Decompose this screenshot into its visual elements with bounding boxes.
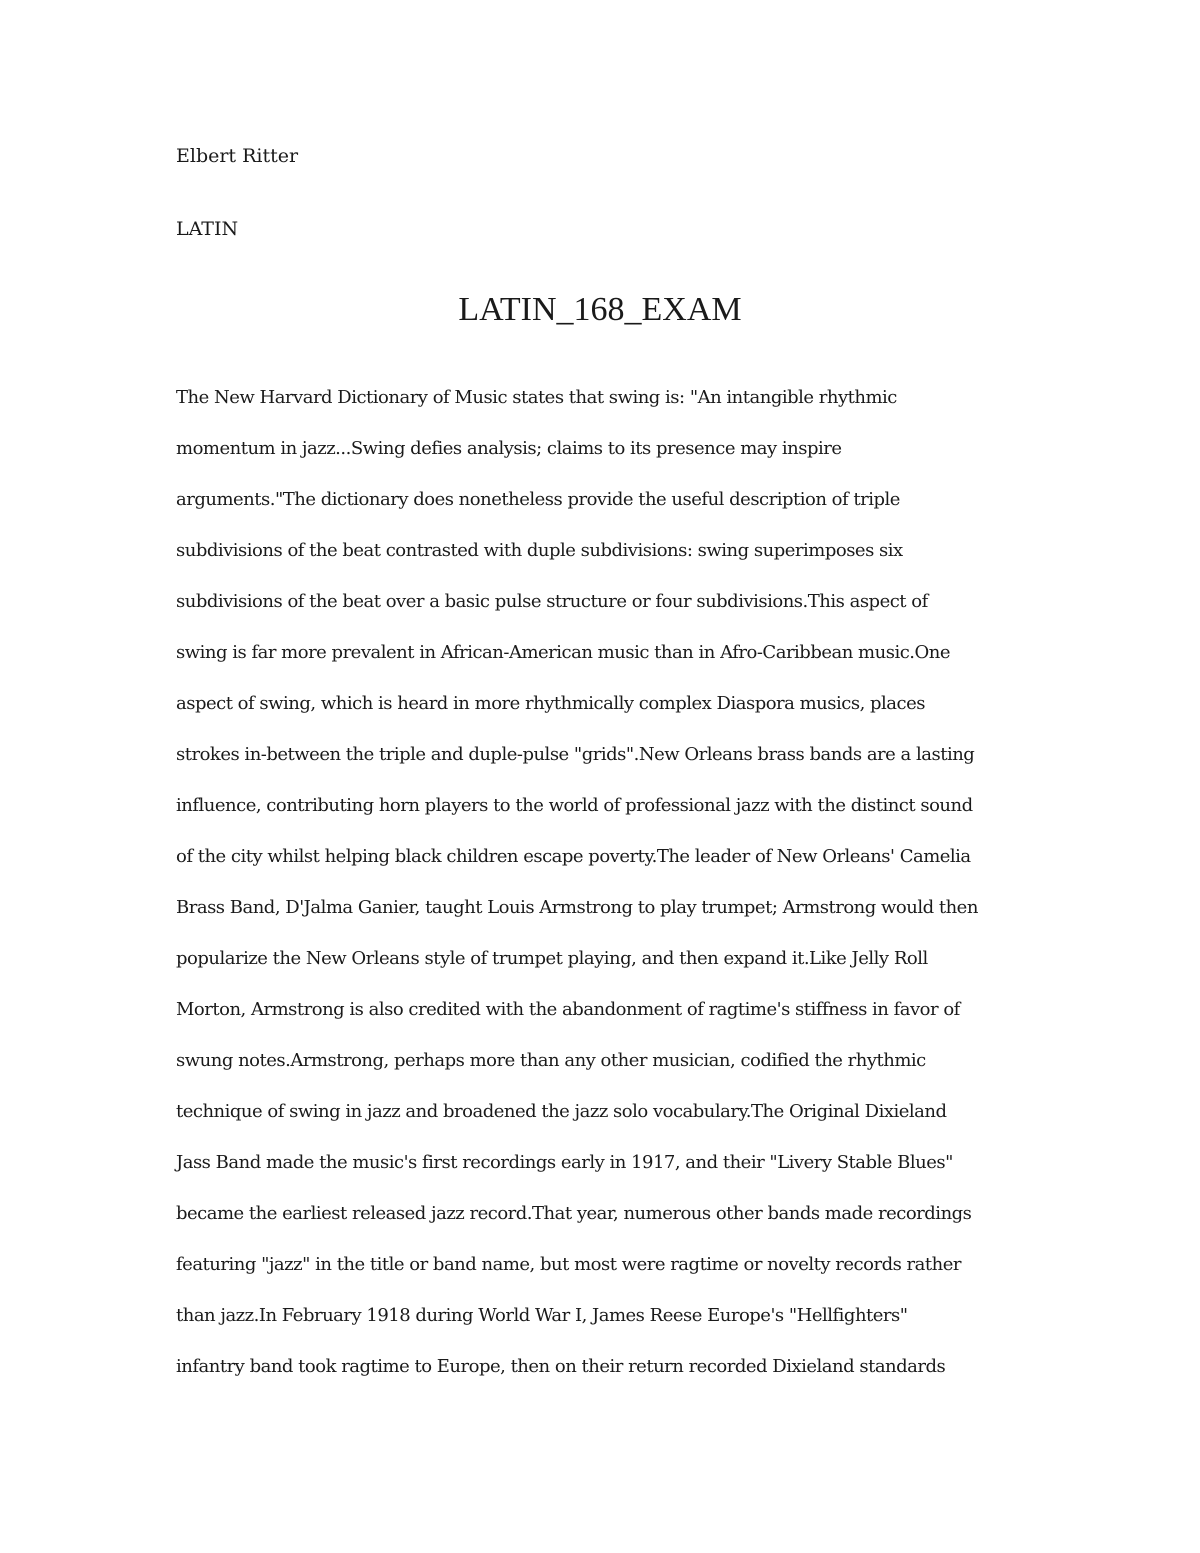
body-line: swung notes.Armstrong, perhaps more than any other musician, codified the rhythmic (176, 1050, 926, 1071)
body-line: The New Harvard Dictionary of Music states that swing is: "An intangible rhythmic (176, 387, 897, 408)
body-line: than jazz.In February 1918 during World War I, James Reese Europe's "Hellfighters" (176, 1305, 908, 1326)
body-line: influence, contributing horn players to the world of professional jazz with the distinct sound (176, 795, 973, 816)
body-line: Brass Band, D'Jalma Ganier, taught Louis Armstrong to play trumpet; Armstrong would then (176, 897, 978, 918)
body-line: arguments."The dictionary does nonetheless provide the useful description of triple (176, 489, 900, 510)
body-line: strokes in-between the triple and duple-pulse "grids".New Orleans brass bands are a lasting (176, 744, 975, 765)
body-line: momentum in jazz...Swing defies analysis; claims to its presence may inspire (176, 438, 842, 459)
body-line: subdivisions of the beat over a basic pulse structure or four subdivisions.This aspect of (176, 591, 928, 612)
body-line: swing is far more prevalent in African-American music than in Afro-Caribbean music.One (176, 642, 951, 663)
body-line: Jass Band made the music's first recordings early in 1917, and their "Livery Stable Blues" (176, 1152, 953, 1173)
body-line: Morton, Armstrong is also credited with the abandonment of ragtime's stiffness in favor of (176, 999, 960, 1020)
author-name: Elbert Ritter (176, 145, 299, 167)
body-line: technique of swing in jazz and broadened the jazz solo vocabulary.The Original Dixieland (176, 1101, 947, 1122)
body-paragraph (176, 383, 1026, 1403)
body-line: aspect of swing, which is heard in more rhythmically complex Diaspora musics, places (176, 693, 926, 714)
body-line: infantry band took ragtime to Europe, then on their return recorded Dixieland standards (176, 1356, 946, 1377)
document-title: LATIN_168_EXAM (458, 291, 742, 328)
body-line: featuring "jazz" in the title or band name, but most were ragtime or novelty records rather (176, 1254, 961, 1275)
body-line: became the earliest released jazz record.That year, numerous other bands made recordings (176, 1203, 972, 1224)
body-line: subdivisions of the beat contrasted with duple subdivisions: swing superimposes six (176, 540, 903, 561)
body-line: of the city whilst helping black children escape poverty.The leader of New Orleans' Camelia (176, 846, 971, 867)
course-name: LATIN (176, 218, 239, 240)
body-line: popularize the New Orleans style of trumpet playing, and then expand it.Like Jelly Roll (176, 948, 928, 969)
